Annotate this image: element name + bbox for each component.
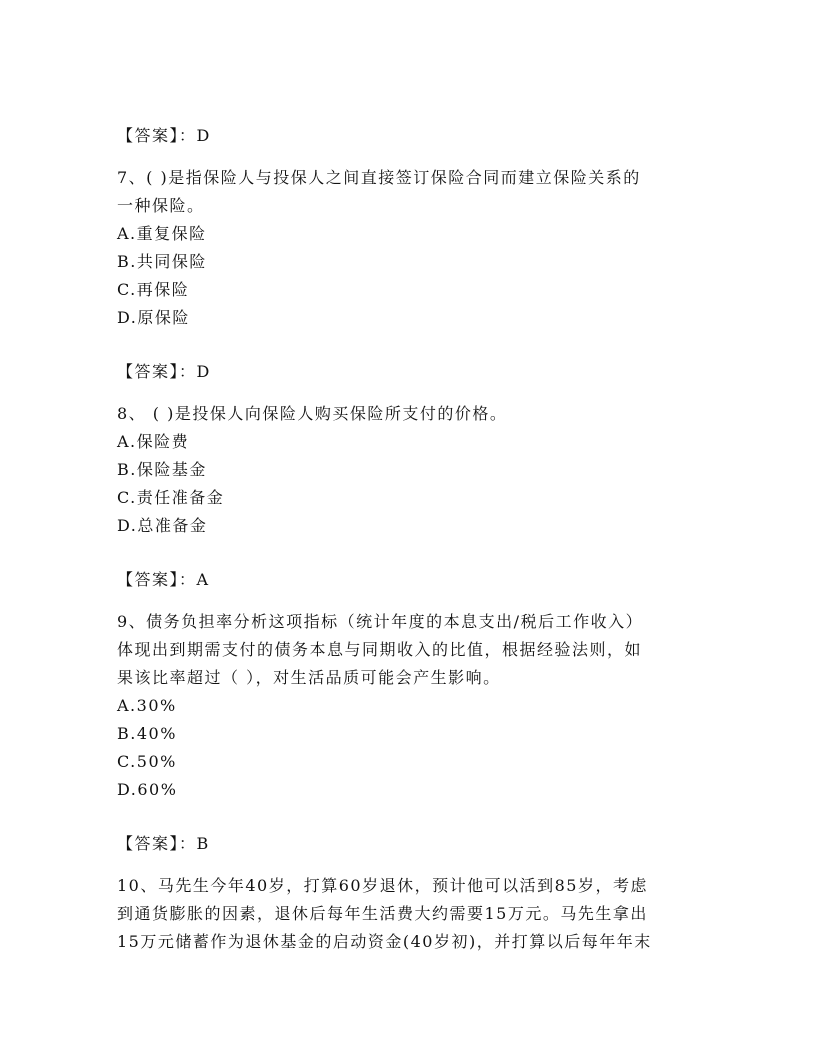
q9-option-b: B.40% bbox=[117, 724, 177, 743]
q7-option-c: C.再保险 bbox=[117, 280, 190, 299]
question-10-line-2: 到通货膨胀的因素，退休后每年生活费大约需要15万元。马先生拿出 bbox=[117, 904, 648, 923]
answer-q8: 【答案】：A bbox=[117, 570, 210, 589]
answer-q6: 【答案】：D bbox=[117, 126, 211, 145]
q9-option-d: D.60% bbox=[117, 780, 178, 799]
q7-option-d: D.原保险 bbox=[117, 308, 190, 327]
answer-q7: 【答案】：D bbox=[117, 362, 211, 381]
q7-option-b: B.共同保险 bbox=[117, 252, 207, 271]
question-10-line-3: 15万元储蓄作为退休基金的启动资金(40岁初)，并打算以后每年年末 bbox=[117, 932, 652, 951]
question-9-line-1: 9、债务负担率分析这项指标（统计年度的本息支出/税后工作收入） bbox=[117, 612, 644, 631]
question-7-text-cont: 一种保险。 bbox=[117, 196, 205, 215]
question-10-line-1: 10、马先生今年40岁，打算60岁退休，预计他可以活到85岁，考虑 bbox=[117, 876, 648, 895]
q8-option-a: A.保险费 bbox=[117, 432, 190, 451]
question-9-line-3: 果该比率超过（ ），对生活品质可能会产生影响。 bbox=[117, 668, 501, 687]
q8-option-c: C.责任准备金 bbox=[117, 488, 225, 507]
q7-option-a: A.重复保险 bbox=[117, 224, 207, 243]
q8-option-b: B.保险基金 bbox=[117, 460, 207, 479]
question-9-line-2: 体现出到期需支付的债务本息与同期收入的比值，根据经验法则，如 bbox=[117, 640, 643, 659]
q9-option-c: C.50% bbox=[117, 752, 177, 771]
q8-option-d: D.总准备金 bbox=[117, 516, 208, 535]
question-8-text: 8、 ( )是投保人向保险人购买保险所支付的价格。 bbox=[117, 404, 508, 423]
q9-option-a: A.30% bbox=[117, 696, 177, 715]
answer-q9: 【答案】：B bbox=[117, 834, 210, 853]
question-7-text: 7、( )是指保险人与投保人之间直接签订保险合同而建立保险关系的 bbox=[117, 168, 641, 187]
